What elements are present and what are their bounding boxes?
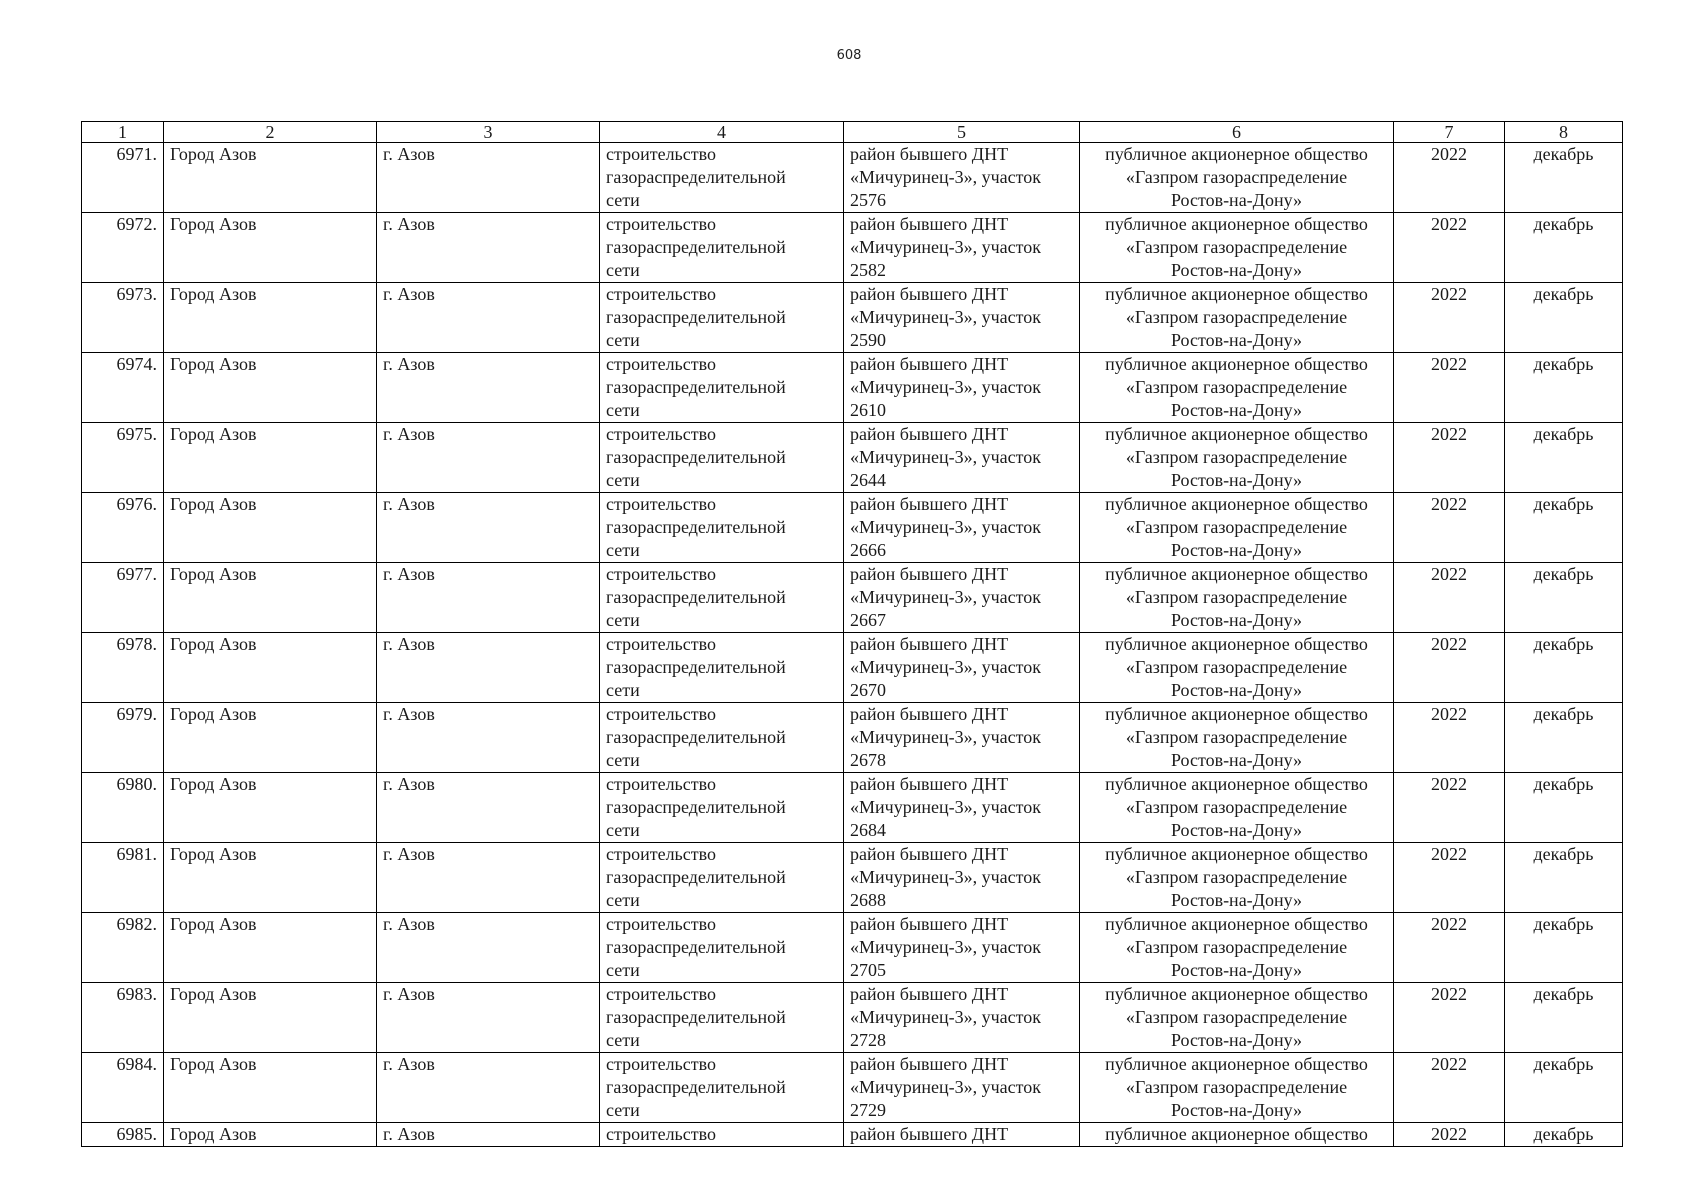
work-type-cell <box>600 423 844 493</box>
work-type-cell-line: сети <box>606 470 640 490</box>
month-cell: декабрь <box>1505 283 1623 353</box>
organization-cell-line: «Газпром газораспределение <box>1125 237 1348 257</box>
work-type-cell-line: сети <box>606 960 640 980</box>
organization-cell-line: Ростов-на-Дону» <box>1170 400 1303 420</box>
month-cell: декабрь <box>1505 353 1623 423</box>
work-type-cell-line: строительство <box>606 774 716 794</box>
address-cell <box>844 143 1080 213</box>
organization-cell-line: «Газпром газораспределение <box>1125 1007 1348 1027</box>
address-cell-line: «Мичуринец-3», участок <box>850 377 1041 397</box>
municipality-cell: Город Азов <box>164 703 377 773</box>
table-row <box>82 773 1623 843</box>
organization-cell-line: Ростов-на-Дону» <box>1170 610 1303 630</box>
organization-cell <box>1080 913 1394 983</box>
work-type-cell-line: сети <box>606 680 640 700</box>
month-cell: декабрь <box>1505 143 1623 213</box>
month-cell: декабрь <box>1505 843 1623 913</box>
address-cell-line: «Мичуринец-3», участок <box>850 867 1041 887</box>
organization-cell-line: публичное акционерное общество <box>1105 1124 1368 1144</box>
year-cell: 2022 <box>1394 703 1505 773</box>
address-cell-line: 2678 <box>850 750 886 770</box>
address-cell-line: 2705 <box>850 960 886 980</box>
work-type-cell <box>600 633 844 703</box>
organization-cell <box>1080 1053 1394 1123</box>
municipality-cell: Город Азов <box>164 1053 377 1123</box>
row-number: 6973. <box>82 283 164 353</box>
year-cell: 2022 <box>1394 563 1505 633</box>
row-number: 6976. <box>82 493 164 563</box>
work-type-cell <box>600 983 844 1053</box>
work-type-cell-line: сети <box>606 890 640 910</box>
month-cell: декабрь <box>1505 423 1623 493</box>
year-cell: 2022 <box>1394 283 1505 353</box>
row-number: 6985. <box>82 1123 164 1147</box>
address-cell-line: район бывшего ДНТ <box>850 704 1009 724</box>
year-cell: 2022 <box>1394 213 1505 283</box>
month-cell: декабрь <box>1505 1053 1623 1123</box>
work-type-cell-line: строительство <box>606 704 716 724</box>
month-cell: декабрь <box>1505 773 1623 843</box>
work-type-cell-line: сети <box>606 260 640 280</box>
address-cell-line: район бывшего ДНТ <box>850 774 1009 794</box>
address-cell-line: район бывшего ДНТ <box>850 144 1009 164</box>
organization-cell-line: Ростов-на-Дону» <box>1170 1030 1303 1050</box>
organization-cell-line: публичное акционерное общество <box>1105 354 1368 374</box>
organization-cell-line: публичное акционерное общество <box>1105 844 1368 864</box>
organization-cell-line: «Газпром газораспределение <box>1125 937 1348 957</box>
organization-cell-line: публичное акционерное общество <box>1105 564 1368 584</box>
row-number: 6984. <box>82 1053 164 1123</box>
organization-cell <box>1080 1123 1394 1147</box>
year-cell: 2022 <box>1394 913 1505 983</box>
address-cell-line: район бывшего ДНТ <box>850 1054 1009 1074</box>
row-number: 6977. <box>82 563 164 633</box>
work-type-cell <box>600 563 844 633</box>
year-cell: 2022 <box>1394 493 1505 563</box>
address-cell-line: «Мичуринец-3», участок <box>850 517 1041 537</box>
register-table <box>81 121 1623 1147</box>
month-cell: декабрь <box>1505 633 1623 703</box>
work-type-cell <box>600 143 844 213</box>
address-cell-line: «Мичуринец-3», участок <box>850 797 1041 817</box>
work-type-cell <box>600 213 844 283</box>
column-header: 2 <box>164 122 377 143</box>
row-number: 6981. <box>82 843 164 913</box>
organization-cell-line: Ростов-на-Дону» <box>1170 540 1303 560</box>
row-number: 6972. <box>82 213 164 283</box>
work-type-cell-line: газораспределительной <box>606 377 786 397</box>
address-cell <box>844 1053 1080 1123</box>
address-cell <box>844 283 1080 353</box>
work-type-cell-line: газораспределительной <box>606 937 786 957</box>
organization-cell-line: Ростов-на-Дону» <box>1170 680 1303 700</box>
municipality-cell: Город Азов <box>164 773 377 843</box>
organization-cell <box>1080 563 1394 633</box>
address-cell-line: «Мичуринец-3», участок <box>850 307 1041 327</box>
address-cell <box>844 843 1080 913</box>
table-row <box>82 913 1623 983</box>
organization-cell-line: Ростов-на-Дону» <box>1170 1100 1303 1120</box>
row-number: 6980. <box>82 773 164 843</box>
address-cell-line: район бывшего ДНТ <box>850 564 1009 584</box>
organization-cell <box>1080 353 1394 423</box>
work-type-cell-line: газораспределительной <box>606 797 786 817</box>
table-row <box>82 983 1623 1053</box>
row-number: 6983. <box>82 983 164 1053</box>
municipality-cell: Город Азов <box>164 423 377 493</box>
year-cell: 2022 <box>1394 843 1505 913</box>
organization-cell-line: публичное акционерное общество <box>1105 634 1368 654</box>
work-type-cell-line: строительство <box>606 144 716 164</box>
row-number: 6971. <box>82 143 164 213</box>
work-type-cell-line: строительство <box>606 424 716 444</box>
address-cell-line: «Мичуринец-3», участок <box>850 937 1041 957</box>
work-type-cell-line: газораспределительной <box>606 167 786 187</box>
work-type-cell-line: сети <box>606 750 640 770</box>
month-cell: декабрь <box>1505 213 1623 283</box>
municipality-cell: Город Азов <box>164 353 377 423</box>
work-type-cell <box>600 493 844 563</box>
address-cell-line: район бывшего ДНТ <box>850 914 1009 934</box>
address-cell-line: «Мичуринец-3», участок <box>850 447 1041 467</box>
work-type-cell-line: строительство <box>606 984 716 1004</box>
settlement-cell: г. Азов <box>377 983 600 1053</box>
organization-cell <box>1080 843 1394 913</box>
organization-cell-line: «Газпром газораспределение <box>1125 167 1348 187</box>
address-cell-line: район бывшего ДНТ <box>850 494 1009 514</box>
address-cell <box>844 423 1080 493</box>
work-type-cell-line: сети <box>606 540 640 560</box>
address-cell <box>844 633 1080 703</box>
table-row <box>82 493 1623 563</box>
page-number: 608 <box>836 48 862 63</box>
address-cell-line: район бывшего ДНТ <box>850 424 1009 444</box>
year-cell: 2022 <box>1394 1123 1505 1147</box>
organization-cell-line: «Газпром газораспределение <box>1125 727 1348 747</box>
municipality-cell: Город Азов <box>164 983 377 1053</box>
organization-cell <box>1080 703 1394 773</box>
month-cell: декабрь <box>1505 1123 1623 1147</box>
row-number: 6982. <box>82 913 164 983</box>
organization-cell-line: публичное акционерное общество <box>1105 1054 1368 1074</box>
work-type-cell <box>600 773 844 843</box>
address-cell-line: 2688 <box>850 890 886 910</box>
organization-cell-line: Ростов-на-Дону» <box>1170 260 1303 280</box>
table-row <box>82 703 1623 773</box>
address-cell-line: район бывшего ДНТ <box>850 214 1009 234</box>
organization-cell <box>1080 773 1394 843</box>
address-cell-line: 2644 <box>850 470 886 490</box>
organization-cell-line: Ростов-на-Дону» <box>1170 470 1303 490</box>
work-type-cell-line: сети <box>606 330 640 350</box>
address-cell <box>844 913 1080 983</box>
organization-cell-line: «Газпром газораспределение <box>1125 657 1348 677</box>
row-number: 6975. <box>82 423 164 493</box>
address-cell-line: район бывшего ДНТ <box>850 844 1009 864</box>
work-type-cell <box>600 1123 844 1147</box>
organization-cell-line: публичное акционерное общество <box>1105 214 1368 234</box>
column-header: 3 <box>377 122 600 143</box>
organization-cell-line: Ростов-на-Дону» <box>1170 330 1303 350</box>
year-cell: 2022 <box>1394 983 1505 1053</box>
table-row <box>82 843 1623 913</box>
settlement-cell: г. Азов <box>377 493 600 563</box>
settlement-cell: г. Азов <box>377 353 600 423</box>
address-cell-line: 2610 <box>850 400 886 420</box>
month-cell: декабрь <box>1505 913 1623 983</box>
address-cell <box>844 773 1080 843</box>
row-number: 6974. <box>82 353 164 423</box>
address-cell-line: 2582 <box>850 260 886 280</box>
table-body <box>82 122 1623 1147</box>
settlement-cell: г. Азов <box>377 1123 600 1147</box>
row-number: 6978. <box>82 633 164 703</box>
municipality-cell: Город Азов <box>164 143 377 213</box>
month-cell: декабрь <box>1505 983 1623 1053</box>
organization-cell-line: Ростов-на-Дону» <box>1170 890 1303 910</box>
year-cell: 2022 <box>1394 773 1505 843</box>
work-type-cell-line: строительство <box>606 634 716 654</box>
address-cell-line: «Мичуринец-3», участок <box>850 1077 1041 1097</box>
address-cell <box>844 213 1080 283</box>
address-cell-line: район бывшего ДНТ <box>850 284 1009 304</box>
column-header-row <box>82 122 1623 143</box>
address-cell-line: 2670 <box>850 680 886 700</box>
month-cell: декабрь <box>1505 493 1623 563</box>
organization-cell-line: Ростов-на-Дону» <box>1170 190 1303 210</box>
month-cell: декабрь <box>1505 563 1623 633</box>
settlement-cell: г. Азов <box>377 633 600 703</box>
organization-cell-line: Ростов-на-Дону» <box>1170 750 1303 770</box>
municipality-cell: Город Азов <box>164 283 377 353</box>
table-row <box>82 423 1623 493</box>
address-cell-line: «Мичуринец-3», участок <box>850 587 1041 607</box>
organization-cell-line: Ростов-на-Дону» <box>1170 820 1303 840</box>
work-type-cell <box>600 283 844 353</box>
work-type-cell-line: сети <box>606 400 640 420</box>
table-row <box>82 563 1623 633</box>
settlement-cell: г. Азов <box>377 143 600 213</box>
work-type-cell-line: газораспределительной <box>606 307 786 327</box>
organization-cell <box>1080 983 1394 1053</box>
row-number: 6979. <box>82 703 164 773</box>
year-cell: 2022 <box>1394 143 1505 213</box>
address-cell-line: «Мичуринец-3», участок <box>850 1007 1041 1027</box>
address-cell <box>844 983 1080 1053</box>
address-cell <box>844 1123 1080 1147</box>
settlement-cell: г. Азов <box>377 423 600 493</box>
work-type-cell-line: строительство <box>606 494 716 514</box>
work-type-cell-line: строительство <box>606 284 716 304</box>
organization-cell-line: «Газпром газораспределение <box>1125 587 1348 607</box>
work-type-cell-line: газораспределительной <box>606 727 786 747</box>
organization-cell <box>1080 283 1394 353</box>
organization-cell-line: «Газпром газораспределение <box>1125 797 1348 817</box>
table-row <box>82 353 1623 423</box>
organization-cell-line: «Газпром газораспределение <box>1125 517 1348 537</box>
address-cell-line: 2666 <box>850 540 886 560</box>
settlement-cell: г. Азов <box>377 913 600 983</box>
work-type-cell-line: строительство <box>606 914 716 934</box>
work-type-cell <box>600 1053 844 1123</box>
work-type-cell-line: строительство <box>606 844 716 864</box>
table-row <box>82 1053 1623 1123</box>
column-header: 6 <box>1080 122 1394 143</box>
work-type-cell <box>600 703 844 773</box>
address-cell-line: район бывшего ДНТ <box>850 984 1009 1004</box>
column-header: 5 <box>844 122 1080 143</box>
address-cell-line: 2684 <box>850 820 886 840</box>
work-type-cell-line: газораспределительной <box>606 1007 786 1027</box>
work-type-cell-line: строительство <box>606 214 716 234</box>
column-header: 1 <box>82 122 164 143</box>
work-type-cell-line: газораспределительной <box>606 657 786 677</box>
address-cell-line: район бывшего ДНТ <box>850 354 1009 374</box>
address-cell-line: 2667 <box>850 610 886 630</box>
column-header: 7 <box>1394 122 1505 143</box>
work-type-cell <box>600 843 844 913</box>
organization-cell <box>1080 143 1394 213</box>
organization-cell-line: публичное акционерное общество <box>1105 424 1368 444</box>
work-type-cell-line: газораспределительной <box>606 867 786 887</box>
address-cell-line: 2576 <box>850 190 886 210</box>
organization-cell-line: публичное акционерное общество <box>1105 144 1368 164</box>
work-type-cell-line: строительство <box>606 1124 716 1144</box>
settlement-cell: г. Азов <box>377 703 600 773</box>
address-cell-line: «Мичуринец-3», участок <box>850 727 1041 747</box>
address-cell-line: район бывшего ДНТ <box>850 634 1009 654</box>
work-type-cell-line: строительство <box>606 354 716 374</box>
organization-cell-line: публичное акционерное общество <box>1105 914 1368 934</box>
settlement-cell: г. Азов <box>377 773 600 843</box>
organization-cell-line: Ростов-на-Дону» <box>1170 960 1303 980</box>
work-type-cell-line: газораспределительной <box>606 587 786 607</box>
organization-cell-line: «Газпром газораспределение <box>1125 377 1348 397</box>
address-cell-line: 2590 <box>850 330 886 350</box>
work-type-cell-line: газораспределительной <box>606 237 786 257</box>
work-type-cell-line: газораспределительной <box>606 517 786 537</box>
organization-cell <box>1080 213 1394 283</box>
address-cell-line: «Мичуринец-3», участок <box>850 167 1041 187</box>
table-row <box>82 633 1623 703</box>
organization-cell-line: «Газпром газораспределение <box>1125 447 1348 467</box>
municipality-cell: Город Азов <box>164 213 377 283</box>
settlement-cell: г. Азов <box>377 213 600 283</box>
work-type-cell-line: сети <box>606 820 640 840</box>
organization-cell-line: «Газпром газораспределение <box>1125 1077 1348 1097</box>
work-type-cell-line: сети <box>606 1030 640 1050</box>
address-cell-line: «Мичуринец-3», участок <box>850 237 1041 257</box>
organization-cell-line: «Газпром газораспределение <box>1125 867 1348 887</box>
address-cell-line: район бывшего ДНТ <box>850 1124 1009 1144</box>
address-cell-line: «Мичуринец-3», участок <box>850 657 1041 677</box>
settlement-cell: г. Азов <box>377 1053 600 1123</box>
work-type-cell <box>600 353 844 423</box>
organization-cell <box>1080 633 1394 703</box>
month-cell: декабрь <box>1505 703 1623 773</box>
settlement-cell: г. Азов <box>377 843 600 913</box>
work-type-cell-line: газораспределительной <box>606 1077 786 1097</box>
organization-cell-line: публичное акционерное общество <box>1105 494 1368 514</box>
year-cell: 2022 <box>1394 353 1505 423</box>
organization-cell-line: публичное акционерное общество <box>1105 704 1368 724</box>
work-type-cell-line: сети <box>606 610 640 630</box>
organization-cell <box>1080 493 1394 563</box>
organization-cell-line: публичное акционерное общество <box>1105 984 1368 1004</box>
work-type-cell-line: газораспределительной <box>606 447 786 467</box>
table-row <box>82 1123 1623 1147</box>
table-row <box>82 283 1623 353</box>
organization-cell-line: публичное акционерное общество <box>1105 774 1368 794</box>
municipality-cell: Город Азов <box>164 563 377 633</box>
settlement-cell: г. Азов <box>377 283 600 353</box>
organization-cell <box>1080 423 1394 493</box>
column-header: 8 <box>1505 122 1623 143</box>
table-row <box>82 143 1623 213</box>
table-row <box>82 213 1623 283</box>
work-type-cell-line: строительство <box>606 1054 716 1074</box>
organization-cell-line: публичное акционерное общество <box>1105 284 1368 304</box>
settlement-cell: г. Азов <box>377 563 600 633</box>
municipality-cell: Город Азов <box>164 493 377 563</box>
work-type-cell-line: сети <box>606 190 640 210</box>
address-cell <box>844 563 1080 633</box>
address-cell <box>844 703 1080 773</box>
address-cell-line: 2729 <box>850 1100 886 1120</box>
address-cell <box>844 493 1080 563</box>
year-cell: 2022 <box>1394 1053 1505 1123</box>
work-type-cell-line: строительство <box>606 564 716 584</box>
organization-cell-line: «Газпром газораспределение <box>1125 307 1348 327</box>
municipality-cell: Город Азов <box>164 633 377 703</box>
column-header: 4 <box>600 122 844 143</box>
municipality-cell: Город Азов <box>164 843 377 913</box>
work-type-cell-line: сети <box>606 1100 640 1120</box>
municipality-cell: Город Азов <box>164 913 377 983</box>
municipality-cell: Город Азов <box>164 1123 377 1147</box>
address-cell <box>844 353 1080 423</box>
work-type-cell <box>600 913 844 983</box>
address-cell-line: 2728 <box>850 1030 886 1050</box>
year-cell: 2022 <box>1394 423 1505 493</box>
year-cell: 2022 <box>1394 633 1505 703</box>
